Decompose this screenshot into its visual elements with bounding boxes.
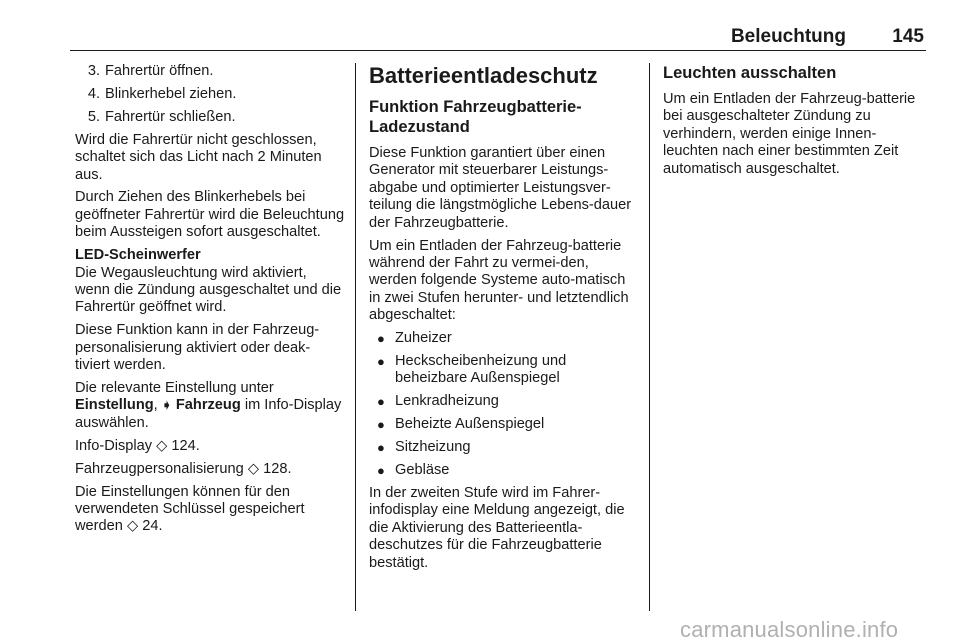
list-item: ● Lenkradheizung: [369, 393, 637, 410]
list-item: ● Gebläse: [369, 462, 637, 479]
section-heading: Batterieentladeschutz: [369, 63, 598, 88]
section-subheading: Funktion Fahrzeugbatterie-Ladezustand: [369, 98, 582, 136]
step-item: 4. Blinkerhebel ziehen.: [87, 85, 237, 102]
paragraph: Um ein Entladen der Fahrzeug-batterie während der Fahrt zu vermei-den, werden folgende Systeme auto-matisch in zwei Stufen herunter- und letztendlich abgeschaltet:: [369, 237, 629, 324]
reference-icon: ◇: [126, 518, 139, 535]
menu-path-settings: Einstellung: [75, 397, 154, 414]
bullet-icon: ●: [377, 353, 385, 369]
bullet-icon: ●: [377, 394, 385, 410]
section-subheading: LED-Scheinwerfer: [75, 247, 201, 264]
list-item: ● Zuheizer: [369, 330, 637, 347]
step-item: 3. Fahrertür öffnen.: [87, 63, 214, 79]
bullet-icon: ●: [377, 440, 385, 456]
bullet-icon: ●: [377, 331, 385, 347]
column-1: [75, 63, 345, 541]
step-item: 5. Fahrertür schließen.: [87, 108, 236, 125]
list-item: ● Beheizte Außenspiegel: [369, 416, 637, 433]
paragraph: Die Wegausleuchtung wird aktiviert, wenn die Zündung ausgeschaltet und die Fahrertür geöffnet wird.: [75, 264, 342, 316]
column-2: [369, 63, 637, 577]
paragraph: Diese Funktion kann in der Fahrzeug-personalisierung aktiviert oder deak-tiviert werden.: [75, 322, 320, 374]
page-title: Beleuchtung: [730, 26, 846, 47]
reference-icon: ◇: [156, 437, 168, 454]
paragraph: Diese Funktion garantiert über einen Generator mit steuerbarer Leistungs-abgabe und optimierter Leistungsver-teilung die längstmögliche Lebens-dauer der Fahrzeugbatterie.: [369, 145, 632, 231]
paragraph: In der zweiten Stufe wird im Fahrer-infodisplay eine Meldung angezeigt, die die Aktivierung des Batterieentla-deschutzes für die Fahrzeugbatterie bestätigt.: [369, 484, 625, 571]
bullet-icon: ●: [377, 463, 385, 478]
paragraph: Wird die Fahrertür nicht geschlossen, schaltet sich das Licht nach 2 Minuten aus.: [75, 131, 322, 183]
column-divider-1: [355, 63, 356, 611]
list-item: ● Heckscheibenheizung und beheizbare Außenspiegel: [369, 353, 637, 388]
menu-path-vehicle: Fahrzeug: [175, 397, 241, 414]
paragraph: Die relevante Einstellung unter Einstellung, ➧ Fahrzeug im Info-Display auswählen.: [75, 380, 342, 431]
watermark: carmanualsonline.info: [680, 617, 899, 642]
column-3: [663, 63, 931, 184]
bullet-icon: ●: [377, 417, 385, 433]
paragraph: Durch Ziehen des Blinkerhebels bei geöffneter Fahrertür wird die Beleuchtung beim Aussteigen sofort ausgeschaltet.: [75, 189, 345, 241]
page-number: 145: [892, 26, 924, 47]
arrow-icon: ➧: [161, 398, 172, 413]
paragraph: Die Einstellungen können für den verwendeten Schlüssel gespeichert werden ◇ 24.: [75, 483, 305, 535]
reference-icon: ◇: [247, 460, 260, 477]
list-item: ● Sitzheizung: [369, 439, 637, 456]
page-header: [70, 24, 926, 51]
cross-reference[interactable]: Info-Display ◇ 124.: [75, 437, 200, 454]
cross-reference[interactable]: Fahrzeugpersonalisierung ◇ 128.: [75, 460, 292, 477]
column-divider-2: [649, 63, 650, 611]
paragraph: Um ein Entladen der Fahrzeug-batterie bei ausgeschalteter Zündung zu verhindern, werden einige Innen-leuchten nach einer bestimmten Zeit automatisch ausgeschaltet.: [663, 91, 916, 177]
section-heading: Leuchten ausschalten: [663, 64, 837, 82]
